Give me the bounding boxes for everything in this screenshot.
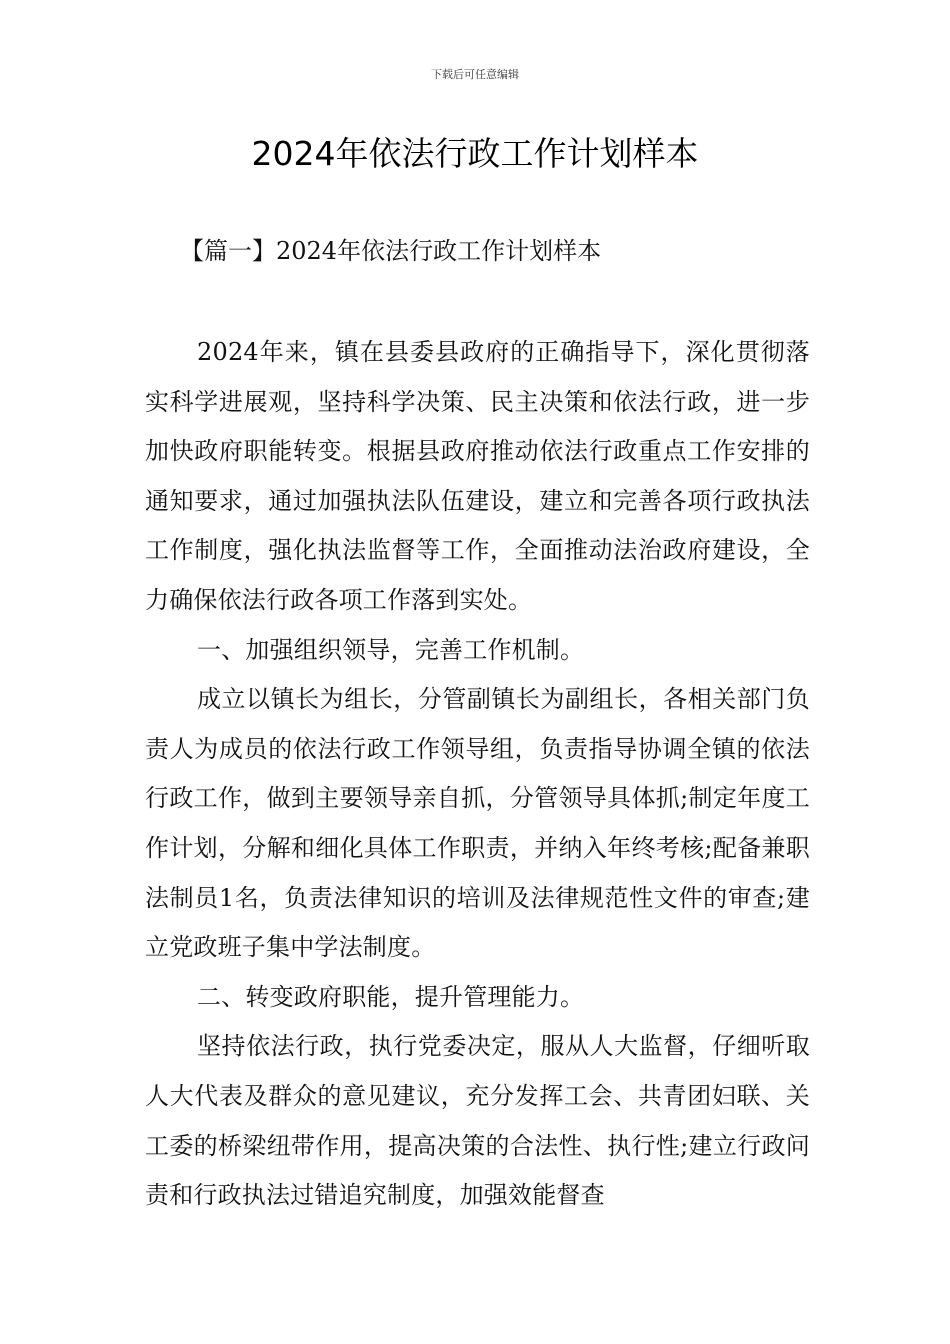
header-note: 下载后可任意编辑	[431, 68, 519, 81]
section-title: 【篇一】2024年依法行政工作计划样本	[180, 237, 602, 265]
paragraph-heading-2: 二、转变政府职能，提升管理能力。	[197, 982, 585, 1011]
paragraph-functions: 坚持依法行政，执行党委决定，服从人大监督，仔细听取人大代表及群众的意见建议，充分发挥工会、共青团妇联、关工委的桥梁纽带作用，提高决策的合法性、执行性;建立行政问责和行政执法过错追究制度，加强效能督查	[145, 1032, 810, 1210]
document-title: 2024年依法行政工作计划样本	[251, 134, 699, 173]
paragraph-intro: 2024年来，镇在县委县政府的正确指导下，深化贯彻落实科学进展观，坚持科学决策、民主决策和依法行政，进一步加快政府职能转变。根据县政府推动依法行政重点工作安排的通知要求，通过加强执法队伍建设，建立和完善各项行政执法工作制度，强化执法监督等工作，全面推动法治政府建设，全力确保依法行政各项工作落到实处。	[145, 338, 810, 614]
paragraph-organization: 成立以镇长为组长，分管副镇长为副组长，各相关部门负责人为成员的依法行政工作领导组，负责指导协调全镇的依法行政工作，做到主要领导亲自抓，分管领导具体抓;制定年度工作计划，分解和细化具体工作职责，并纳入年终考核;配备兼职法制员1名，负责法律知识的培训及法律规范性文件的审查;建立党政班子集中学法制度。	[145, 685, 810, 962]
paragraph-heading-1: 一、加强组织领导，完善工作机制。	[197, 635, 585, 664]
document-body	[145, 328, 810, 1221]
